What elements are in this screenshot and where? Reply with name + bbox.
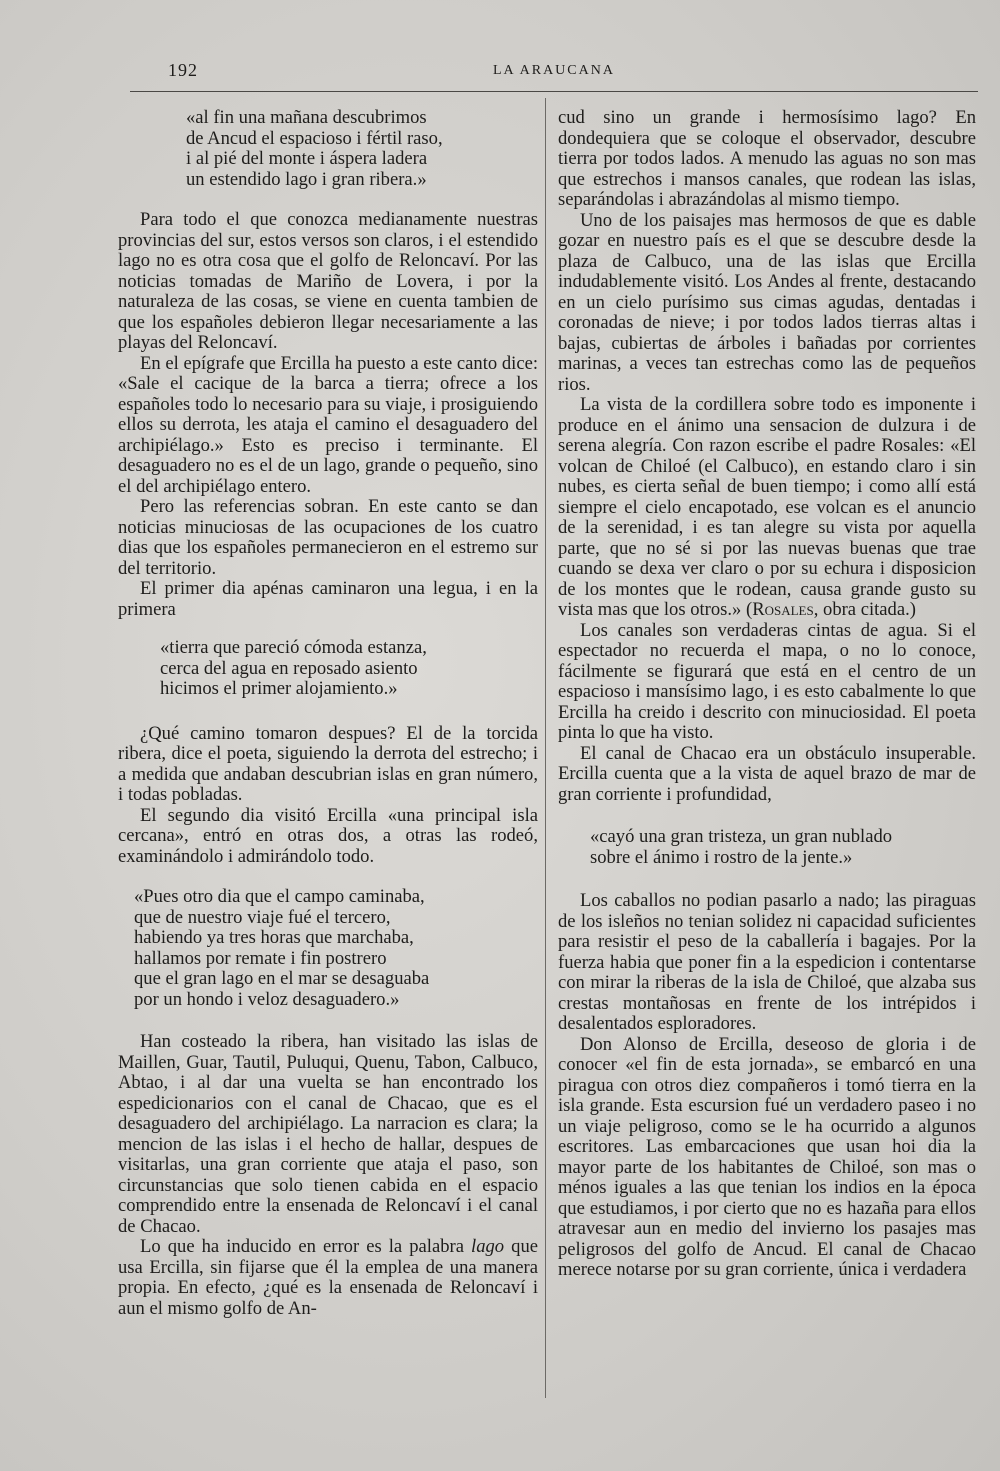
paragraph: Don Alonso de Ercilla, deseoso de gloria i de conocer «el fin de esta jornada», se embarcó en una piragua con otros diez compañeros i tomó tierra en la isla grande. Esta escursion fué un verdadero paseo i no un viaje peligroso, como se le ha ocurrido a algunos escritores. Las embarcaciones que usan hoi dia la mayor parte de los habitantes de Chiloé, son mas o ménos iguales a las que tenian los indios en la época que estudiamos, i por cierto que no es hazaña para ellos atravesar aun en medio del invierno los pasajes mas peligrosos del golfo de Ancud. El canal de Chacao merece notarse por su gran corriente, única i verdadera	[558, 1033, 976, 1280]
paragraph: Los canales son verdaderas cintas de agua. Si el espectador no recuerda el mapa, o no lo conoce, fácilmente se figurará que está en el centro de un espacioso i mansísimo lago, i es esto cabalmente lo que Ercilla ha creido i descrito con minuciosidad. El poeta pinta lo que ha visto.	[558, 619, 976, 743]
text-run: Lo que ha inducido en error es la palabra	[140, 1236, 472, 1257]
verse-line: sobre el ánimo i rostro de la jente.»	[590, 846, 853, 868]
verse-line: un estendido lago i gran ribera.»	[186, 168, 427, 190]
page-header	[130, 60, 980, 86]
paragraph: ¿Qué camino tomaron despues? El de la torcida ribera, dice el poeta, siguiendo la derrota del estrecho; i a medida que andaban descubrian islas en gran número, i todas pobladas.	[118, 722, 538, 805]
author-small-caps: Rosales	[752, 599, 814, 620]
verse-line: hicimos el primer alojamiento.»	[160, 678, 398, 699]
verse-line: por un hondo i veloz desaguadero.»	[134, 988, 400, 1010]
paragraph: Uno de los paisajes mas hermosos de que es dable gozar en nuestro país es el que se descubre desde la plaza de Calbuco, una de las islas que Ercilla indudablemente visitó. Los Andes al frente, destacando en un cielo purísimo sus cimas agudas, dentadas i coronadas de nieve; i por todos lados tierras altas i bajas, cubiertas de árboles i bañadas por corrientes marinas, a veces tan estrechas como las de pequeños rios.	[558, 209, 976, 395]
left-column	[118, 108, 538, 1319]
text-run: La vista de la cordillera sobre todo es imponente i produce en el ánimo una sensacion de dulzura i de serena alegría. Con razon escribe el padre Rosales: «El volcan de Chiloé (el Calbuco), en estando claro i sin nubes, es cierta señal de buen tiempo; i como allí está siempre el cielo encapotado, ese volcan es el anuncio de la serenidad, i es tan alegre su vista por aquella parte, que no sé si por las nuevas buenas que trae cuando se dexa ver claro o por su echura i disposicion de los montes que le rodean, causa grande gusto su vista mas que los otros.» (	[558, 394, 976, 620]
verse-line: que de nuestro viaje fué el tercero,	[134, 906, 391, 928]
paragraph: Para todo el que conozca medianamente nuestras provincias del sur, estos versos son claros, i el estendido lago no es otra cosa que el golfo de Reloncaví. Por las noticias tomadas de Mariño de Lovera, i por la naturaleza de las cosas, se viene en cuenta tambien de que los españoles debieron llegar necesariamente a las playas del Reloncaví.	[118, 209, 538, 353]
column-divider	[545, 98, 546, 1398]
verse-line: «cayó una gran tristeza, un gran nublado	[590, 826, 893, 847]
paragraph	[558, 395, 976, 621]
paragraph: El primer dia apénas caminaron una legua, i en la primera	[118, 578, 538, 620]
verse-line: «Pues otro dia que el campo caminaba,	[134, 886, 425, 907]
paragraph	[118, 1237, 538, 1319]
verse-quote	[558, 827, 976, 868]
paragraph: Han costeado la ribera, han visitado las islas de Maillen, Guar, Tautil, Puluqui, Quenu, Tabon, Calbuco, Abtao, i al dar una vuelta se han encontrado los espedicionarios con el canal de Chacao, que es el desaguadero del archipiélago. La narracion es clara; la mencion de las islas i el hecho de hallar, despues de visitarlas, una gran corriente que ataja el paso, son circunstancias que solo tienen cabida en el espacio comprendido entre la ensenada de Reloncaví i el canal de Chacao.	[118, 1031, 538, 1237]
verse-line: hallamos por remate i fin postrero	[134, 947, 387, 969]
running-title: LA ARAUCANA	[493, 63, 615, 78]
verse-line: cerca del agua en reposado asiento	[160, 657, 418, 679]
paragraph: El canal de Chacao era un obstáculo insuperable. Ercilla cuenta que a la vista de aquel brazo de mar de gran corriente i profundidad,	[558, 742, 976, 805]
paragraph: Pero las referencias sobran. En este canto se dan noticias minuciosas de las ocupaciones de los cuatro dias que los españoles permanecieron en el estremo sur del territorio.	[118, 496, 538, 579]
verse-quote	[118, 638, 538, 700]
verse-quote	[118, 887, 538, 1010]
italic-word: lago	[471, 1236, 505, 1257]
verse-line: «tierra que pareció cómoda estanza,	[160, 637, 427, 658]
verse-quote	[118, 108, 538, 190]
header-rule	[130, 91, 978, 92]
verse-line: «al fin una mañana descubrimos	[186, 107, 427, 128]
verse-line: que el gran lago en el mar se desaguaba	[134, 968, 430, 989]
page-number: 192	[168, 60, 198, 80]
text-run: que usa Ercilla, sin fijarse que él la emplea de una manera propia. En efecto, ¿qué es la ensenada de Reloncaví i aun el mismo golfo de An-	[118, 1236, 539, 1319]
text-run: , obra citada.)	[813, 599, 916, 620]
verse-line: i al pié del monte i áspera ladera	[186, 148, 428, 169]
paragraph: El segundo dia visitó Ercilla «una principal isla cercana», entró en otras dos, a otras las rodeó, examinándolo i admirándolo todo.	[118, 804, 538, 867]
right-column	[558, 108, 976, 1281]
paragraph: Los caballos no podian pasarlo a nado; las piraguas de los isleños no tenian solidez ni capacidad suficientes para resistir el peso de la caballería i bagajes. Por la fuerza habia que poner fin a la espedicion i contentarse con mirar la riberas de la isla de Chiloé, que alzaba sus crestas montañosas en frente de los intrépidos i desalentados esploradores.	[558, 890, 976, 1034]
verse-line: de Ancud el espacioso i fértil raso,	[186, 127, 443, 149]
verse-line: habiendo ya tres horas que marchaba,	[134, 927, 414, 948]
paragraph: En el epígrafe que Ercilla ha puesto a este canto dice: «Sale el cacique de la barca a tierra; ofrece a los españoles todo lo necesario para su viaje, i prosiguiendo ellos su derrota, les ataja el camino el desaguadero del archipiélago.» Esto es preciso i terminante. El desaguadero no es el de un lago, grande o pequeño, sino el del archipiélago entero.	[118, 352, 538, 497]
paragraph: cud sino un grande i hermosísimo lago? En dondequiera que se coloque el observador, descubre tierra por todos lados. A menudo las aguas no son mas que estrechos i mansos canales, que rodean las islas, separándolas i abrazándolas al mismo tiempo.	[558, 107, 976, 210]
